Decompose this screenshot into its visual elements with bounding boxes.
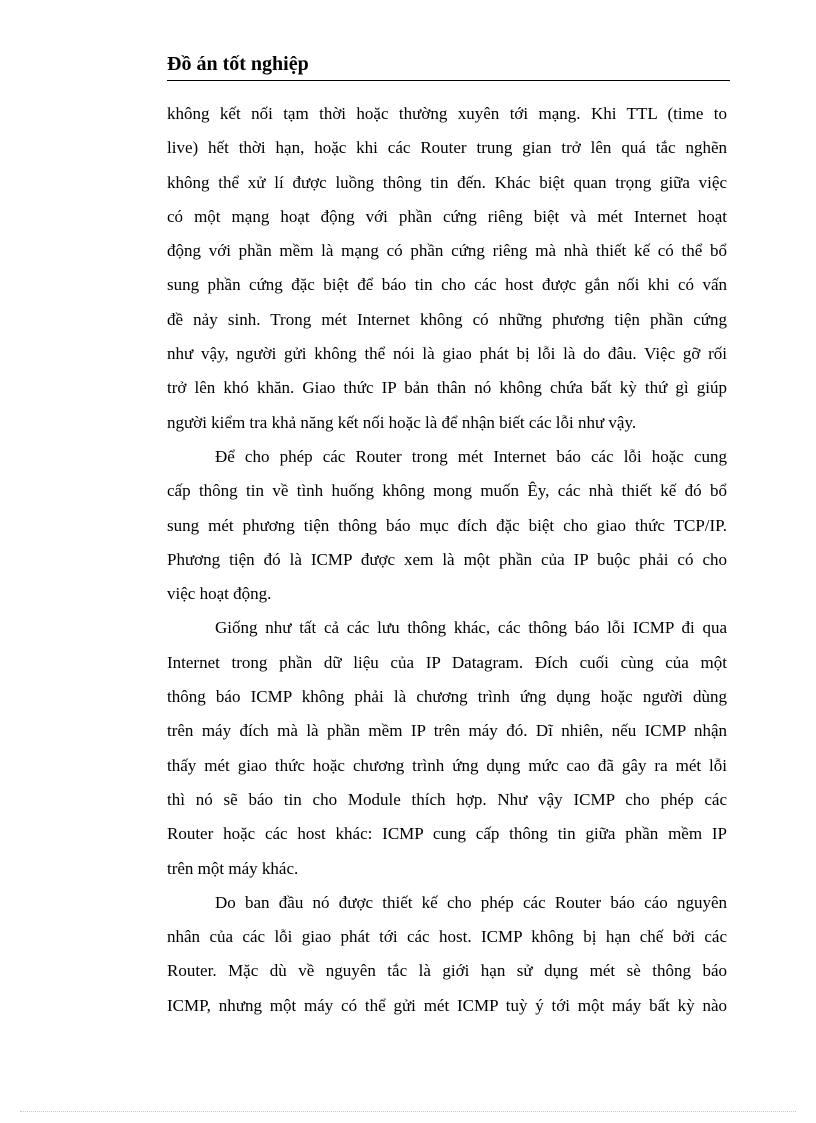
- text-line: thì nó sẽ báo tin cho Module thích hợp. Như vậy ICMP cho phép các: [167, 789, 727, 809]
- page-header: [167, 50, 730, 78]
- text-line: người kiểm tra khả năng kết nối hoặc là để nhận biết các lỗi như vậy.: [167, 412, 637, 432]
- text-line: Giống như tất cả các lưu thông khác, các thông báo lỗi ICMP đi qua: [215, 618, 727, 638]
- text-line: thông báo ICMP không phải là chương trình ứng dụng hoặc người dùng: [167, 687, 727, 707]
- text-line: Router. Mặc dù về nguyên tắc là giới hạn sử dụng mét sè thông báo: [167, 961, 727, 981]
- text-line: sung phần cứng đặc biệt để báo tin cho các host được gắn nối khi có vấn: [167, 275, 727, 295]
- text-line: Để cho phép các Router trong mét Internet báo các lỗi hoặc cung: [215, 446, 727, 466]
- text-line: Phương tiện đó là ICMP được xem là một phần của IP buộc phải có cho: [167, 549, 727, 569]
- text-line: có một mạng hoạt động với phần cứng riêng biệt và mét Internet hoạt: [167, 206, 727, 226]
- text-line: Router hoặc các host khác: ICMP cung cấp thông tin giữa phần mềm IP: [167, 824, 727, 844]
- text-line: ICMP, nhưng một máy có thể gửi mét ICMP tuỳ ý tới một máy bất kỳ nào: [167, 995, 727, 1015]
- text-line: nhân của các lỗi giao phát tới các host. ICMP không bị hạn chế bởi các: [167, 927, 727, 947]
- text-line: không thể xử lí được luồng thông tin đến. Khác biệt quan trọng giữa việc: [167, 172, 727, 192]
- text-line: sung mét phương tiện thông báo mục đích đặc biệt cho giao thức TCP/IP.: [167, 515, 727, 535]
- text-line: trên máy đích mà là phần mềm IP trên máy đó. Dĩ nhiên, nếu ICMP nhận: [167, 721, 727, 741]
- text-line: trên một máy khác.: [167, 858, 299, 878]
- page-bottom-divider: [20, 1111, 796, 1112]
- text-line: Do ban đầu nó được thiết kế cho phép các Router báo cáo nguyên: [215, 892, 727, 912]
- text-line: live) hết thời hạn, hoặc khi các Router trung gian trở lên quá tắc nghẽn: [167, 138, 727, 158]
- text-line: thấy mét giao thức hoặc chương trình ứng dụng mức cao đã gây ra mét lỗi: [167, 755, 727, 775]
- text-line: việc hoạt động.: [167, 584, 272, 604]
- page-title: Đồ án tốt nghiệp: [167, 53, 309, 75]
- text-line: trở lên khó khăn. Giao thức IP bản thân nó không chứa bất kỳ thứ gì giúp: [167, 378, 727, 398]
- text-line: như vậy, người gửi không thể nói là giao phát bị lỗi là do đâu. Việc gỡ rối: [167, 344, 727, 364]
- text-line: không kết nối tạm thời hoặc thường xuyên tới mạng. Khi TTL (time to: [167, 104, 727, 123]
- text-line: Internet trong phần dữ liệu của IP Datagram. Đích cuối cùng của một: [167, 652, 727, 672]
- text-line: động với phần mềm là mạng có phần cứng riêng mà nhà thiết kế có thể bổ: [167, 241, 727, 261]
- text-line: đề nảy sinh. Trong mét Internet không có những phương tiện phần cứng: [167, 309, 727, 329]
- document-body: [167, 97, 727, 1023]
- header-divider: [167, 80, 730, 81]
- text-line: cấp thông tin về tình huống không mong muốn Êy, các nhà thiết kế đó bổ: [167, 481, 727, 501]
